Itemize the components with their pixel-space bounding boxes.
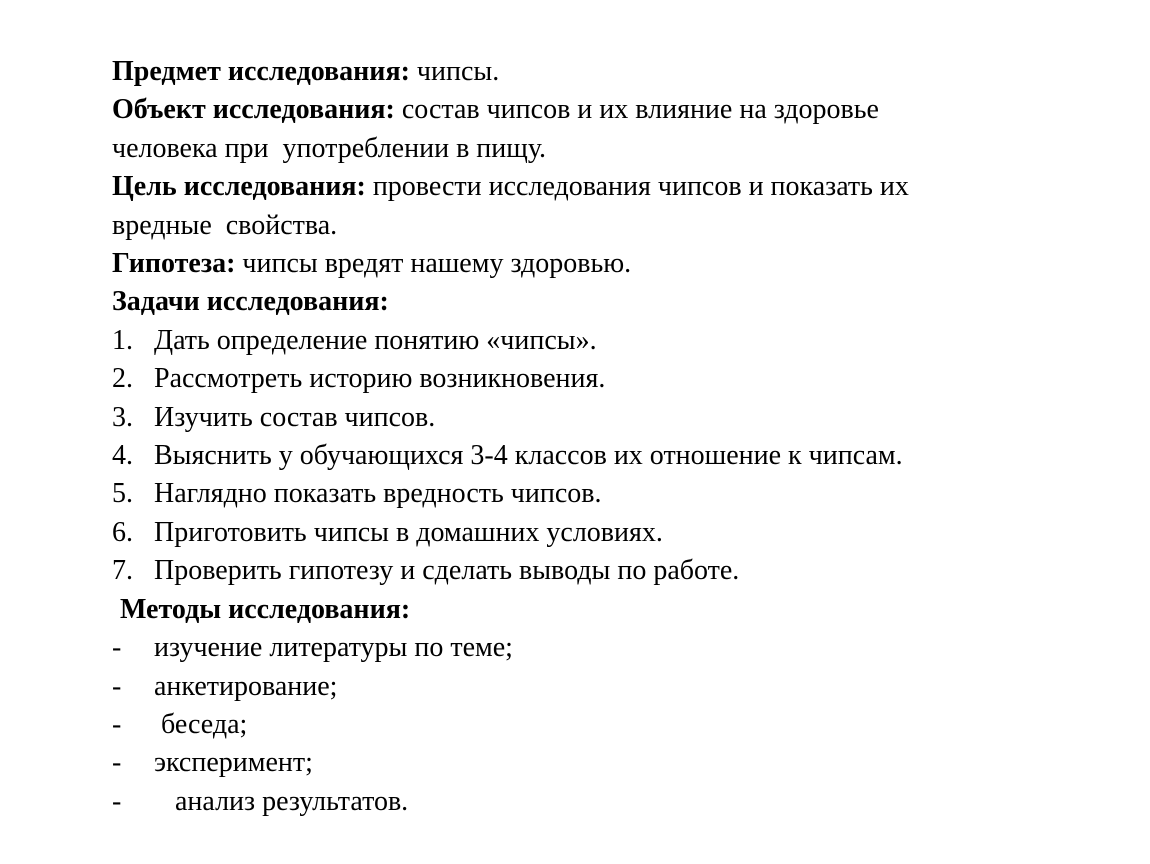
methods-heading: Методы исследования:: [120, 593, 411, 625]
list-item: [112, 629, 1132, 667]
object-label: Объект исследования:: [112, 94, 395, 126]
list-item-text: анкетирование;: [154, 670, 338, 702]
list-number: 1.: [112, 324, 133, 356]
methods-list: [112, 629, 1132, 821]
hypothesis-text: чипсы вредят нашему здоровью.: [235, 248, 632, 280]
list-number: 4.: [112, 440, 133, 472]
list-item: [112, 668, 1132, 706]
list-item-text: эксперимент;: [154, 747, 313, 779]
list-number: 5.: [112, 478, 133, 510]
list-item: [112, 322, 1132, 360]
subject-line: [112, 53, 1132, 91]
list-item-text: Проверить гипотезу и сделать выводы по работе.: [154, 555, 740, 587]
list-dash: -: [112, 632, 122, 664]
list-item: [112, 552, 1132, 590]
object-text-1: состав чипсов и их влияние на здоровье: [394, 94, 879, 126]
list-item: [112, 475, 1132, 513]
subject-text: чипсы.: [409, 56, 500, 87]
object-line: [112, 91, 1132, 129]
list-dash: -: [112, 785, 122, 817]
tasks-heading: Задачи исследования:: [112, 286, 389, 318]
list-item-text: Наглядно показать вредность чипсов.: [154, 478, 602, 510]
list-item: [112, 744, 1132, 782]
list-item-text: Дать определение понятию «чипсы».: [154, 324, 597, 356]
list-item-text: Приготовить чипсы в домашних условиях.: [154, 516, 663, 548]
list-number: 6.: [112, 516, 133, 548]
list-item-text: беседа;: [154, 708, 248, 740]
object-text-2: человека при употреблении в пищу.: [112, 132, 547, 164]
object-line-2: [112, 130, 1132, 168]
tasks-list: [112, 322, 1132, 591]
list-item: [112, 706, 1132, 744]
subject-label: Предмет исследования:: [112, 56, 410, 87]
list-item: [112, 437, 1132, 475]
goal-text-1: провести исследования чипсов и показать их: [365, 171, 909, 203]
list-dash: -: [112, 670, 122, 702]
list-item: [112, 783, 1132, 821]
list-item-text: анализ результатов.: [154, 785, 409, 817]
list-item-text: Изучить состав чипсов.: [154, 401, 436, 433]
list-item: [112, 514, 1132, 552]
goal-line-2: [112, 207, 1132, 245]
list-item-text: Рассмотреть историю возникновения.: [154, 363, 606, 395]
goal-label: Цель исследования:: [112, 171, 366, 203]
goal-text-2: вредные свойства.: [112, 209, 338, 241]
list-item-text: Выяснить у обучающихся 3-4 классов их отношение к чипсам.: [154, 440, 903, 472]
document-body: [112, 53, 1132, 821]
list-item: [112, 360, 1132, 398]
hypothesis-label: Гипотеза:: [112, 248, 236, 280]
list-dash: -: [112, 708, 122, 740]
list-number: 3.: [112, 401, 133, 433]
goal-line: [112, 168, 1132, 206]
list-number: 2.: [112, 363, 133, 395]
list-item: [112, 399, 1132, 437]
hypothesis-line: [112, 245, 1132, 283]
list-item-text: изучение литературы по теме;: [154, 632, 513, 664]
list-dash: -: [112, 747, 122, 779]
list-number: 7.: [112, 555, 133, 587]
